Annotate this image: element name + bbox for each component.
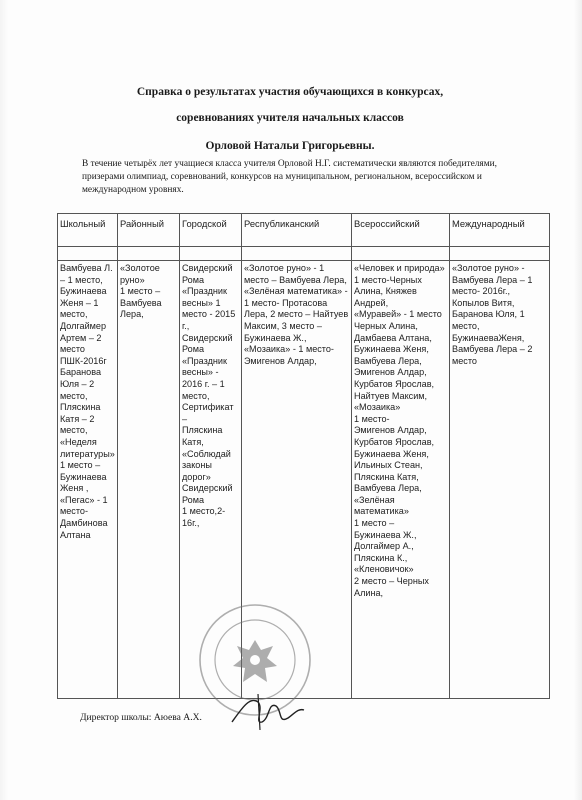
header-national: Всероссийский [352, 214, 450, 247]
handwritten-signature-icon [228, 688, 308, 733]
cell-city: Свидерский Рома «Праздник весны» 1 место - 2015 г., Свидерский Рома «Праздник весны» - 2016 г. – 1 место, Сертификат – Пляскина Катя, «Соблюдай законы дорог» Свидерский Рома 1 место,2-16г., [180, 261, 242, 699]
table-spacer-row [58, 247, 550, 261]
header-district: Районный [118, 214, 180, 247]
cell-school: Вамбуева Л. – 1 место, Бужинаева Женя – 1 место, Долгаймер Артем – 2 место ПШК-2016г Баранова Юля – 2 место, Пляскина Катя – 2 место, «Неделя литературы» 1 место – Бужинаева Женя , «Пегас» - 1 место- Дамбинова Алтана [58, 261, 118, 699]
cell-national: «Человек и природа» 1 место-Черных Алина, Княжев Андрей, «Муравей» - 1 место Черных Алина, Дамбаева Алтана, Бужинаева Женя, Вамбуева Лера, Эмигенов Алдар, Курбатов Ярослав, Найтуев Максим, «Мозаика» 1 место- Эмигенов Алдар, Курбатов Ярослав, Бужинаева Женя, Ильиных Стеан, Пляскина Катя, Вамбуева Лера, «Зелёная математика» 1 место – Бужинаева Ж., Долгаймер А., Пляскина К., «Кленовичок» 2 место – Черных Алина, [352, 261, 450, 699]
intro-paragraph: В течение четырёх лет учащиеся класса учителя Орловой Н.Г. систематически являются победителями, призерами олимпиад, соревнований, конкурсов на муниципальном, региональном, всероссийском и международном уровнях. [82, 159, 498, 195]
director-signature-line: Директор школы: Аюева А.Х. [80, 712, 202, 723]
cell-district: «Золотое руно» 1 место – Вамбуева Лера, [118, 261, 180, 699]
table-header-row [58, 214, 550, 247]
cell-international: «Золотое руно» - Вамбуева Лера – 1 место- 2016г., Копылов Витя, Баранова Юля, 1 место, БужинаеваЖеня, Вамбуева Лера – 2 место [450, 261, 550, 699]
header-international: Международный [450, 214, 550, 247]
cell-republic: «Золотое руно» - 1 место – Вамбуева Лера, «Зелёная математика» - 1 место- Протасова Лера, 2 место – Найтуев Максим, 3 место – Бужинаева Ж., «Мозаика» - 1 место- Эмигенов Алдар, [242, 261, 352, 699]
teacher-name: Орловой Натальи Григорьевны. [205, 140, 375, 152]
header-city: Городской [180, 214, 242, 247]
document-title-line-1: Справка о результатах участия обучающихся в конкурсах, [136, 86, 444, 98]
header-school: Школьный [58, 214, 118, 247]
document-title-line-2: соревнованиях учителя начальных классов [176, 112, 404, 124]
header-republic: Республиканский [242, 214, 352, 247]
